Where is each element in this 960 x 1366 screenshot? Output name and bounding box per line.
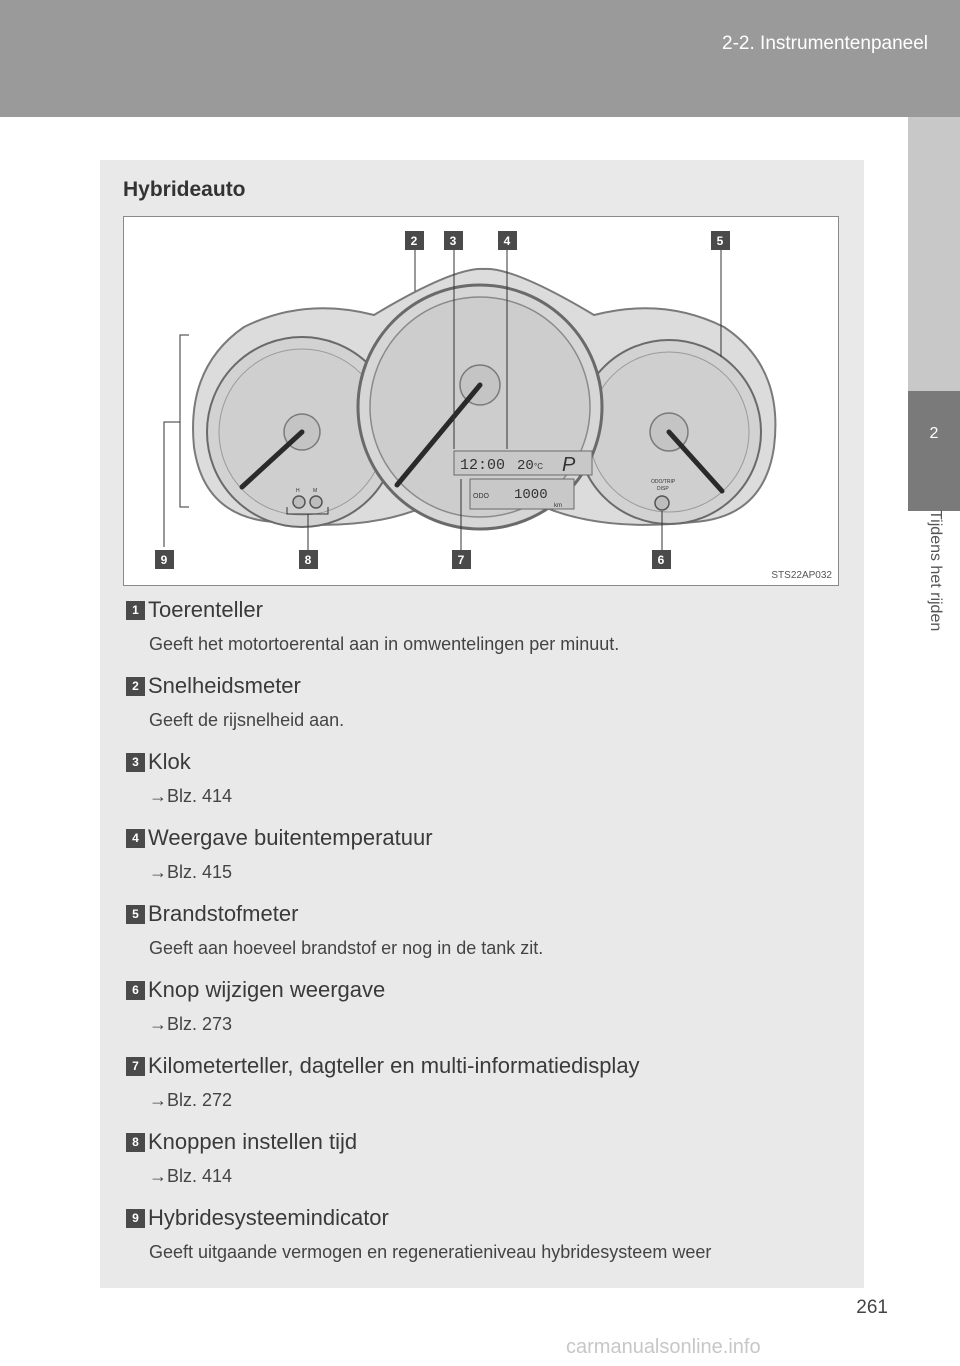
clock-readout: 12:00 — [460, 457, 506, 474]
list-item — [126, 596, 856, 672]
callout-5-num: 5 — [716, 234, 724, 248]
item-page-reference[interactable]: →Blz. 414 — [149, 786, 233, 806]
figure-code: STS22AP032 — [771, 570, 832, 581]
item-number-badge: 8 — [126, 1133, 145, 1152]
item-number-badge: 5 — [126, 905, 145, 924]
odo-unit: km — [554, 503, 562, 509]
callout-4-num: 4 — [503, 234, 511, 248]
callout-6-num: 6 — [657, 553, 665, 567]
list-item — [126, 1128, 856, 1204]
callout-2-num: 2 — [410, 234, 418, 248]
box-heading: Hybrideauto — [123, 178, 246, 201]
callout-3-num: 3 — [449, 234, 457, 248]
list-item — [126, 976, 856, 1052]
item-title: Kilometerteller, dagteller en multi-informatiedisplay — [148, 1053, 640, 1078]
list-item — [126, 1052, 856, 1128]
callout-7-num: 7 — [457, 553, 465, 567]
item-page-reference[interactable]: →Blz. 414 — [149, 1166, 233, 1186]
item-title: Hybridesysteemindicator — [148, 1205, 389, 1230]
chapter-label-text: Tijdens het rijden — [927, 510, 944, 632]
instrument-panel-illustration — [124, 217, 838, 585]
item-list — [126, 596, 856, 1280]
header-band — [0, 0, 960, 117]
content-box — [100, 160, 864, 1288]
item-title: Weergave buitentemperatuur — [148, 825, 433, 850]
callout-9-num: 9 — [160, 553, 168, 567]
item-title: Snelheidsmeter — [148, 673, 301, 698]
instrument-panel-figure — [123, 216, 839, 586]
chapter-tab[interactable] — [908, 391, 960, 511]
watermark: carmanualsonline.info — [566, 1336, 761, 1358]
item-number-badge: 9 — [126, 1209, 145, 1228]
item-title: Knop wijzigen weergave — [148, 977, 386, 1002]
temp-readout: 20 — [517, 458, 534, 474]
item-page-reference[interactable]: →Blz. 415 — [149, 862, 233, 882]
list-item — [126, 900, 856, 976]
item-number-badge: 6 — [126, 981, 145, 1000]
side-strip — [908, 117, 960, 1366]
chapter-label — [908, 510, 960, 670]
list-item — [126, 672, 856, 748]
item-number-badge: 1 — [126, 601, 145, 620]
item-title: Toerenteller — [148, 597, 263, 622]
item-description: Geeft de rijsnelheid aan. — [149, 710, 345, 730]
gear-indicator: P — [562, 454, 576, 476]
disp-button-label-2: DISP — [657, 486, 669, 492]
item-page-reference[interactable]: →Blz. 272 — [149, 1090, 233, 1110]
item-title: Knoppen instellen tijd — [148, 1129, 358, 1154]
item-page-reference[interactable]: →Blz. 273 — [149, 1014, 233, 1034]
item-number-badge: 4 — [126, 829, 145, 848]
odo-value: 1000 — [514, 487, 548, 503]
set-m-label: M — [313, 488, 318, 494]
item-title: Brandstofmeter — [148, 901, 299, 926]
item-description: Geeft aan hoeveel brandstof er nog in de tank zit. — [149, 938, 544, 958]
item-number-badge: 3 — [126, 753, 145, 772]
list-item — [126, 1204, 856, 1280]
page-number: 261 — [856, 1297, 888, 1318]
chapter-number: 2 — [929, 425, 939, 442]
list-item — [126, 748, 856, 824]
temp-unit: °C — [534, 462, 543, 471]
item-number-badge: 7 — [126, 1057, 145, 1076]
item-description: Geeft het motortoerental aan in omwentelingen per minuut. — [149, 634, 620, 654]
item-description: Geeft uitgaande vermogen en regeneratieniveau hybridesysteem weer — [149, 1242, 712, 1262]
set-h-label: H — [296, 488, 300, 494]
list-item — [126, 824, 856, 900]
disp-button-label-1: ODO/TRIP — [651, 479, 676, 485]
item-title: Klok — [148, 749, 191, 774]
odo-label: ODO — [473, 493, 489, 500]
side-strip-upper — [908, 117, 960, 391]
item-number-badge: 2 — [126, 677, 145, 696]
callout-8-num: 8 — [304, 553, 312, 567]
section-title: 2-2. Instrumentenpaneel — [722, 33, 928, 54]
